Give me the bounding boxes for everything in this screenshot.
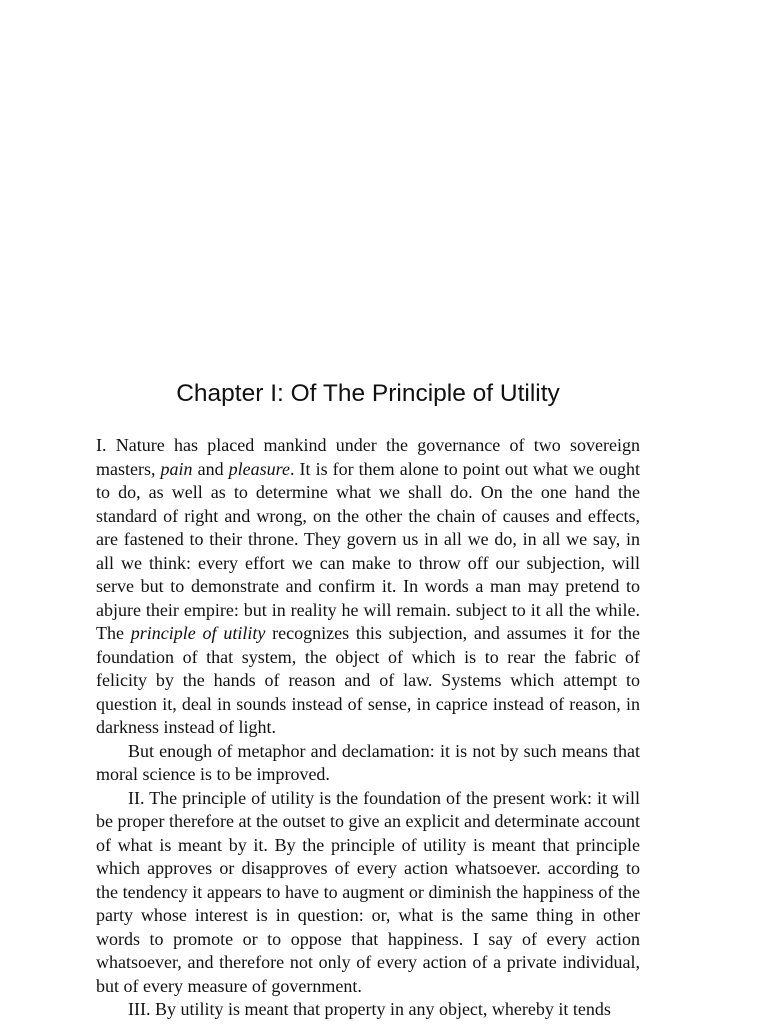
paragraph-1-text-c: and: [192, 458, 229, 479]
paragraph-4: III. By utility is meant that property in any object, whereby it tends: [128, 999, 611, 1019]
paragraph-1-text-a: I. Nature has placed mankind under the governance of two sovereign masters,: [96, 435, 640, 479]
paragraph-1-text-e: . It is for them alone to point out what we ought to do, as well as to determine what we shall do. On the one hand the standard of right and wrong, on the other the chain of causes and effects, are fastened to their throne. They govern us in all we do, in all we say, in all we think: every effort we can make to throw off our subjection, will serve but to demonstrate and confirm it. In words a man may pretend to abjure their empire: but in reality he will remain. subject to it all the while. The: [96, 458, 640, 643]
paragraph-3: II. The principle of utility is the foundation of the present work: it will be proper therefore at the outset to give an explicit and determinate account of what is meant by it. By the principle of utility is meant that principle which approves or disapproves of every action whatsoever. according to the tendency it appears to have to augment or diminish the happiness of the party whose interest is in question: or, what is the same thing in other words to promote or to oppose that happiness. I say of every action whatsoever, and therefore not only of every action of a private individual, but of every measure of government.: [96, 787, 640, 996]
chapter-body: [96, 434, 640, 1022]
emphasis-pain: pain: [160, 458, 193, 479]
emphasis-pleasure: pleasure: [228, 458, 290, 479]
paragraph-1: [96, 434, 640, 740]
chapter-title: Chapter I: Of The Principle of Utility: [176, 380, 560, 407]
paragraph-2: But enough of metaphor and declamation: it is not by such means that moral science is to be improved.: [96, 740, 640, 784]
paragraph-1-text-g: recognizes this subjection, and assumes it for the foundation of that system, the object of which is to rear the fabric of felicity by the hands of reason and of law. Systems which attempt to question it, deal in sounds instead of sense, in caprice instead of reason, in darkness instead of light.: [96, 623, 641, 737]
emphasis-principle-of-utility: principle of utility: [130, 623, 266, 643]
